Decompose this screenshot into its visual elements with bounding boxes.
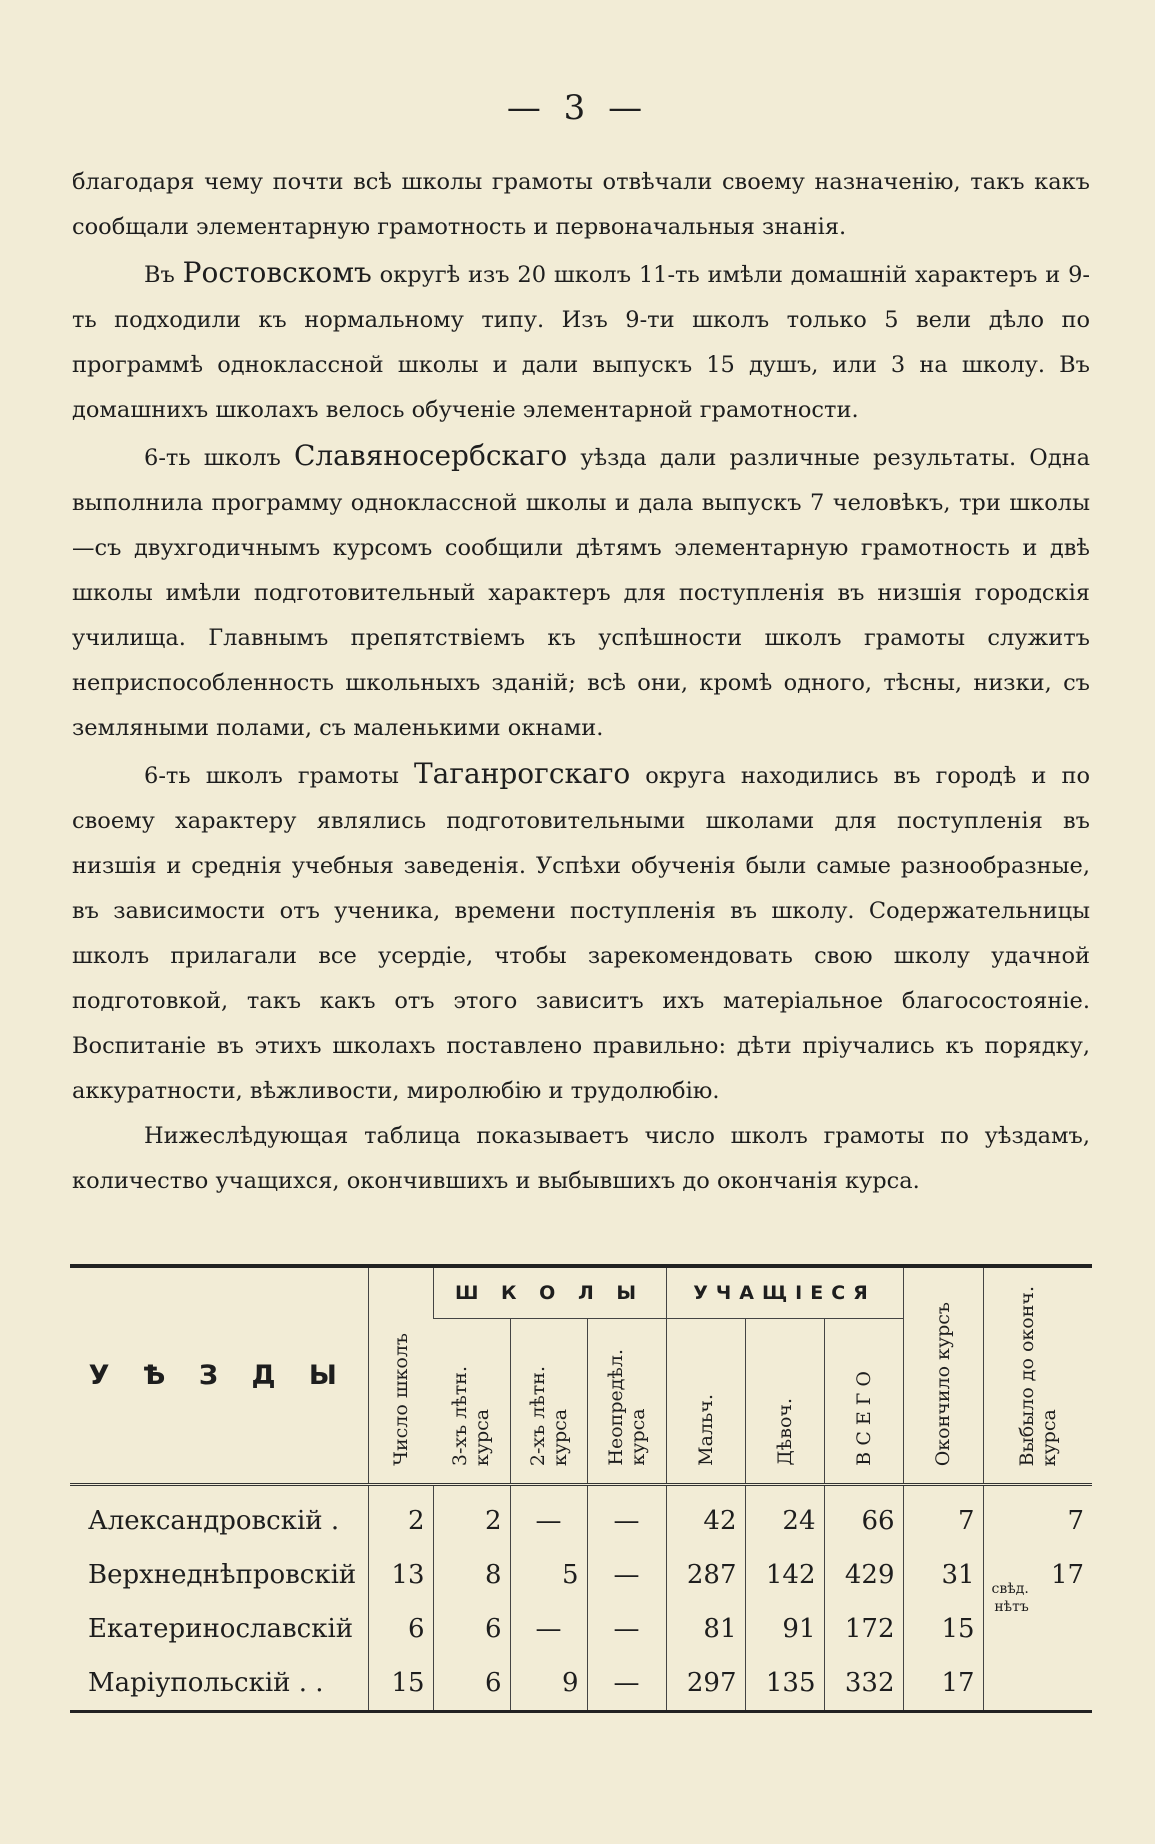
cell-undef: — — [587, 1602, 666, 1656]
cell-undef: — — [587, 1548, 666, 1602]
header-label: В С Е Г О — [852, 1371, 875, 1466]
paragraph-table-intro — [72, 1114, 1090, 1204]
header-label: 2-хъ лѣтн. курса — [526, 1365, 571, 1466]
paragraph-rostov — [72, 250, 1090, 433]
header-label: Мальч. — [694, 1394, 717, 1466]
table-row — [70, 1656, 1092, 1710]
paragraph-text: округа находились въ городѣ и по своему характеру являлись подготовительными школами для поступленія въ низшія и среднія учебныя заведенія. Успѣхи обученія были самые разнообразные, въ зависимости отъ ученика, времени поступленія въ школу. Содержательницы школъ прилагали все усердіе, чтобы зарекомендовать свою школу удачной подготовкой, такъ какъ отъ этого зависитъ ихъ матеріальное благосостояніе. Воспитаніе въ этихъ школахъ поставлено правильно: дѣти пріучались къ порядку, аккуратности, вѣжливости, миролюбію и трудолюбію. — [72, 763, 1090, 1104]
header-label: 3-хъ лѣтн. курса — [449, 1365, 494, 1466]
cell-count: 6 — [368, 1602, 433, 1656]
district-name-emphasis: Славяносербскаго — [293, 439, 568, 472]
header-separator — [70, 1485, 1092, 1495]
cell-undef: — — [587, 1656, 666, 1710]
paragraph-text: округѣ изъ 20 школъ 11-ть имѣли домашній характеръ и 9-ть подходили къ нормальному типу. Изъ 9-ти школъ только 5 вели дѣло по программѣ одноклассной школы и дали выпускъ 15 душъ, или 3 на школу. Въ домашнихъ школахъ велось обученіе элементарной грамотности. — [72, 262, 1090, 423]
cell-3yr: 8 — [433, 1548, 510, 1602]
cell-finished: 7 — [903, 1494, 983, 1548]
header-school-count — [368, 1268, 433, 1485]
header-label: Выбыло до оконч. курса — [1015, 1285, 1060, 1466]
cell-dropped-no-info — [983, 1581, 1092, 1710]
header-group-schools: Ш К О Л Ы — [433, 1268, 666, 1319]
district-name: Верхнеднѣпровскій — [88, 1560, 357, 1590]
cell-girls: 91 — [745, 1602, 824, 1656]
header-districts: У Ѣ З Д Ы — [70, 1268, 368, 1485]
header-undefined-course — [587, 1319, 666, 1485]
district-name: Екатеринославскій — [88, 1614, 354, 1644]
cell-count: 2 — [368, 1494, 433, 1548]
header-label: Окончило курсъ — [932, 1301, 955, 1466]
cell-boys: 287 — [666, 1548, 745, 1602]
header-boys — [666, 1319, 745, 1485]
table-row — [70, 1548, 1092, 1602]
table-row — [70, 1602, 1092, 1656]
cell-finished: 15 — [903, 1602, 983, 1656]
cell-total: 172 — [824, 1602, 903, 1656]
district-name: Маріупольскій . . — [88, 1668, 324, 1698]
cell-dropped: 7 — [983, 1494, 1092, 1548]
cell-2yr: — — [510, 1494, 587, 1548]
no-info-note: свѣд. нѣтъ — [991, 1581, 1029, 1615]
cell-3yr: 2 — [433, 1494, 510, 1548]
cell-2yr: 5 — [510, 1548, 587, 1602]
cell-count: 13 — [368, 1548, 433, 1602]
header-group-students: УЧАЩІЕСЯ — [666, 1268, 903, 1319]
header-finished — [903, 1268, 983, 1485]
paragraph-text: благодаря чему почти всѣ школы грамоты отвѣчали своему назначенію, такъ какъ сообщали элементарную грамотность и первоначальныя знанія. — [72, 169, 1090, 240]
table-row — [70, 1494, 1092, 1548]
district-name-emphasis: Таганрогскаго — [413, 757, 631, 790]
header-2yr-course — [510, 1319, 587, 1485]
cell-boys: 297 — [666, 1656, 745, 1710]
cell-girls: 135 — [745, 1656, 824, 1710]
cell-2yr: — — [510, 1602, 587, 1656]
body-text — [72, 160, 1090, 1204]
cell-total: 429 — [824, 1548, 903, 1602]
cell-girls: 142 — [745, 1548, 824, 1602]
paragraph-slavyanoserbsk — [72, 433, 1090, 751]
page-number: — 3 — — [506, 88, 649, 128]
header-label: Число школъ — [389, 1333, 412, 1466]
paragraph-text: 6-ть школъ — [144, 445, 294, 471]
cell-dropped: 17 — [983, 1548, 1092, 1602]
paragraph-text: уѣзда дали различные результаты. Одна выполнила программу одноклассной школы и дала выпускъ 7 человѣкъ, три школы—съ двухгодичнымъ курсомъ сообщили дѣтямъ элементарную грамотность и двѣ школы имѣли подготовительный характеръ для поступленія въ низшія городскія училища. Главнымъ препятствіемъ къ успѣшности школъ грамоты служитъ неприспособленность школьныхъ зданій; всѣ они, кромѣ одного, тѣсны, низки, съ земляными полами, съ маленькими окнами. — [72, 445, 1090, 741]
cell-finished: 31 — [903, 1548, 983, 1602]
header-girls — [745, 1319, 824, 1485]
header-label: Неопредѣл. курса — [604, 1349, 649, 1466]
header-3yr-course — [433, 1319, 510, 1485]
cell-finished: 17 — [903, 1656, 983, 1710]
cell-girls: 24 — [745, 1494, 824, 1548]
district-name: Александровскій . — [88, 1506, 340, 1536]
cell-total: 66 — [824, 1494, 903, 1548]
cell-boys: 81 — [666, 1602, 745, 1656]
cell-total: 332 — [824, 1656, 903, 1710]
cell-count: 15 — [368, 1656, 433, 1710]
cell-undef: — — [587, 1494, 666, 1548]
header-dropped — [983, 1268, 1092, 1485]
paragraph-text: Въ — [144, 262, 183, 288]
paragraph-text: Нижеслѣдующая таблица показываетъ число школъ грамоты по уѣздамъ, количество учащихся, окончившихъ и выбывшихъ до окончанія курса. — [72, 1123, 1090, 1194]
cell-3yr: 6 — [433, 1656, 510, 1710]
cell-3yr: 6 — [433, 1602, 510, 1656]
cell-2yr: 9 — [510, 1656, 587, 1710]
header-label: Дѣвоч. — [773, 1398, 796, 1466]
paragraph-continuation — [72, 160, 1090, 250]
cell-boys: 42 — [666, 1494, 745, 1548]
paragraph-taganrog — [72, 751, 1090, 1114]
header-total — [824, 1319, 903, 1485]
paragraph-text: 6-ть школъ грамоты — [144, 763, 414, 789]
statistics-table — [70, 1264, 1092, 1713]
district-name-emphasis: Ростовскомъ — [182, 256, 372, 289]
